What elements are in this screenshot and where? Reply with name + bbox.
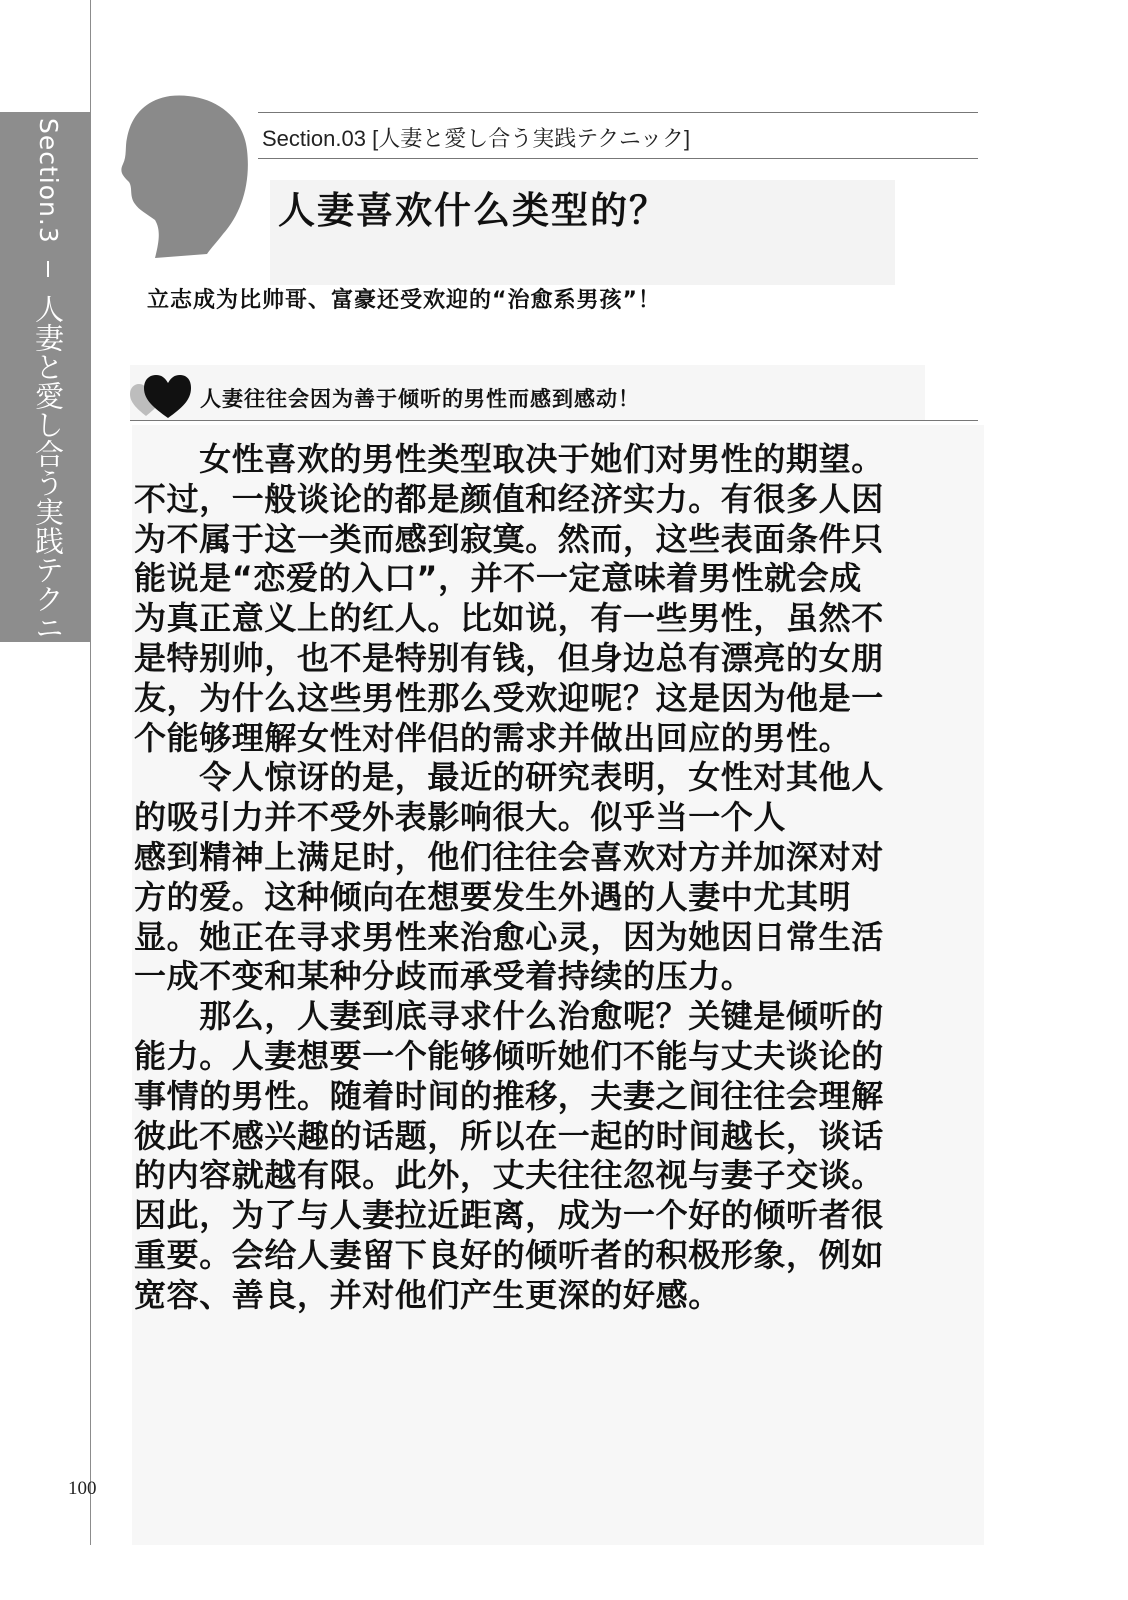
body-line: 是特别帅，也不是特别有钱，但身边总有漂亮的女朋 — [134, 638, 884, 677]
body-line: 个能够理解女性对伴侣的需求并做出回应的男性。 — [134, 718, 852, 757]
body-line: 事情的男性。随着时间的推移，夫妻之间往往会理解 — [134, 1076, 884, 1115]
page-subtitle: 立志成为比帅哥、富豪还受欢迎的“治愈系男孩”！ — [147, 288, 661, 313]
woman-silhouette-icon — [115, 92, 250, 262]
body-line: 那么，人妻到底寻求什么治愈呢？关键是倾听的 — [134, 997, 884, 1036]
body-line: 感到精神上满足时，他们往往会喜欢对方并加深对对 — [134, 837, 884, 876]
body-line: 因此，为了与人妻拉近距离，成为一个好的倾听者很 — [134, 1196, 884, 1235]
body-line: 显。她正在寻求男性来治愈心灵，因为她因日常生活 — [134, 917, 884, 956]
body-line: 不过，一般谈论的都是颜值和经济实力。有很多人因 — [134, 479, 884, 518]
sidebar-section-label: Section.3 — [34, 118, 63, 244]
body-line: 方的爱。这种倾向在想要发生外遇的人妻中尤其明 — [134, 877, 852, 916]
body-line: 宽容、善良，并对他们产生更深的好感。 — [134, 1275, 721, 1314]
body-line: 女性喜欢的男性类型取决于她们对男性的期望。 — [134, 440, 884, 478]
body-line: 的吸引力并不受外表影响很大。似乎当一个人 — [134, 798, 787, 837]
hearts-icon — [128, 372, 192, 422]
body-line: 能说是“恋爱的入口”，并不一定意味着男性就会成 — [134, 559, 862, 598]
sidebar-label — [28, 118, 68, 701]
body-line: 为真正意义上的红人。比如说，有一些男性，虽然不 — [134, 599, 884, 638]
body-line: 友，为什么这些男性那么受欢迎呢？这是因为他是一 — [134, 678, 884, 717]
header-rule-bottom — [258, 158, 978, 159]
page-title: 人妻喜欢什么类型的？ — [278, 189, 668, 232]
page-number: 100 — [68, 1478, 97, 1499]
sidebar-chapter-title: 人妻と愛し合う実践テクニック — [31, 294, 65, 701]
body-line: 能力。人妻想要一个能够倾听她们不能与丈夫谈论的 — [134, 1036, 884, 1075]
body-line: 一成不变和某种分歧而承受着持续的压力。 — [134, 957, 754, 996]
sidebar-divider — [47, 261, 49, 277]
article-body — [134, 440, 1014, 1316]
body-line: 令人惊讶的是，最近的研究表明，女性对其他人 — [134, 758, 884, 797]
margin-rule — [90, 0, 91, 1545]
body-line: 的内容就越有限。此外，丈夫往往忽视与妻子交谈。 — [134, 1156, 884, 1195]
section-heading: 人妻往往会因为善于倾听的男性而感到感动！ — [200, 387, 640, 411]
section-label: Section.03 [人妻と愛し合う実践テクニック] — [262, 126, 691, 151]
header-rule-top — [258, 112, 978, 113]
heading-rule — [130, 420, 978, 421]
body-line: 重要。会给人妻留下良好的倾听者的积极形象，例如 — [134, 1235, 884, 1274]
body-line: 为不属于这一类而感到寂寞。然而，这些表面条件只 — [134, 519, 884, 558]
body-line: 彼此不感兴趣的话题，所以在一起的时间越长，谈话 — [134, 1116, 884, 1155]
